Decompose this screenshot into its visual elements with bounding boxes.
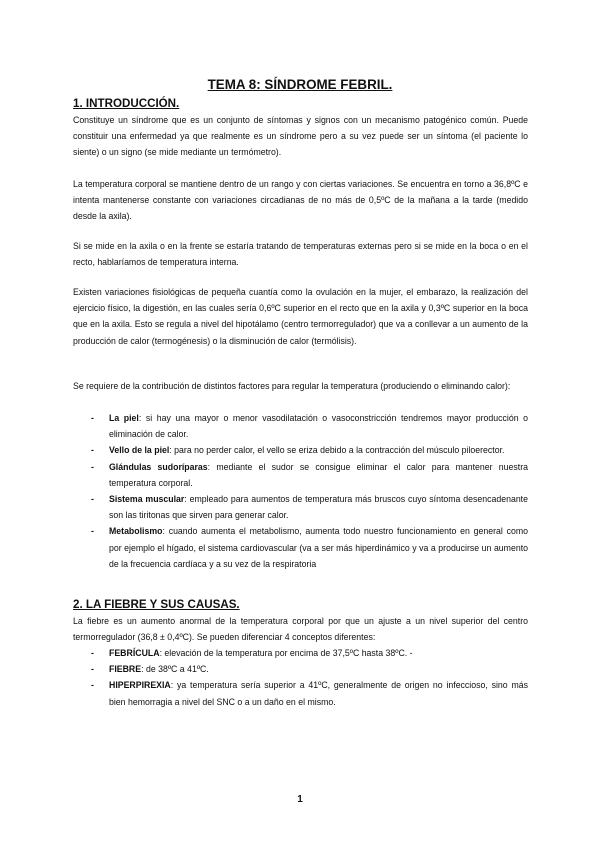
list-item-term: Metabolismo [109,526,163,537]
list-item-text: : cuando aumenta el metabolismo, aumenta todo nuestro funcionamiento en general como por ejemplo el hígado, el sistema cardiovascular (va a ser más hiperdinámico y va a producirse un aumento de la frecuencia cardíaca y a su vez de la respiratoria [109,526,528,569]
list-item [73,645,528,661]
list-item-text: : ya temperatura sería superior a 41ºC, generalmente de origen no infeccioso, sino más bien hemorragia a nivel del SNC o a un daño en el mismo. [109,680,528,707]
paragraph: La fiebre es un aumento anormal de la temperatura corporal por que un ajuste a un nivel superior del centro termorregulador (36,8 ± 0,4ºC). Se pueden diferenciar 4 conceptos diferentes: [73,616,528,643]
list-item-text: : de 38ºC a 41ºC. [141,664,209,675]
list-item [73,410,528,442]
list-item [73,661,528,677]
list-item-term: FIEBRE [109,664,142,675]
list-item [73,491,528,523]
section-2-heading: 2. LA FIEBRE Y SUS CAUSAS. [73,598,240,611]
list-item [73,523,528,572]
list-item [73,442,528,458]
list-item-term: Sistema muscular [109,494,185,505]
page-number: 1 [297,794,303,805]
list-item-term: Glándulas sudoríparas [109,461,208,472]
list-item [73,459,528,491]
list-item-term: FEBRÍCULA [109,648,160,658]
section-1-heading: 1. INTRODUCCIÓN. [73,97,180,110]
paragraph: Constituye un síndrome que es un conjunto de síntomas y signos con un mecanismo patogénico común. Puede constituir una enfermedad ya que realmente es un síndrome pero a su vez puede ser un síntoma (el paciente lo siente) o un signo (se mide mediante un termómetro). [73,115,528,158]
list-item-text: : para no perder calor, el vello se eriza debido a la contracción del músculo piloerector. [169,445,505,456]
list-item-term: La piel [109,413,139,423]
list-item-term: Vello de la piel [109,445,170,456]
list-item-term: HIPERPIREXIA [109,680,171,691]
paragraph: La temperatura corporal se mantiene dentro de un rango y con ciertas variaciones. Se encuentra en torno a 36,8ºC e intenta mantenerse constante con variaciones circadianas de no más de 0,5ºC de la mañana a la tarde (medido desde la axila). [73,179,528,222]
paragraph: Si se mide en la axila o en la frente se estaría tratando de temperaturas externas pero si se mide en la boca o en el recto, hablaríamos de temperatura interna. [73,241,528,268]
list-item-text: : si hay una mayor o menor vasodilatación o vasoconstricción tendremos mayor producción o eliminación de calor. [109,413,528,440]
list-item [73,677,528,709]
list-item-text: : elevación de la temperatura por encima de 37,5ºC hasta 38ºC. - [159,648,413,658]
paragraph: Se requiere de la contribución de distintos factores para regular la temperatura (produciendo o eliminando calor): [73,381,511,391]
document-title: TEMA 8: SÍNDROME FEBRIL. [207,77,393,92]
list-item-text: : empleado para aumentos de temperatura más bruscos cuyo síntoma desencadenante son las tiritonas que sirven para generar calor. [109,494,528,521]
concepts-list [73,645,528,710]
paragraph: Existen variaciones fisiológicas de pequeña cuantía como la ovulación en la mujer, el embarazo, la realización del ejercicio físico, la digestión, en las cuales sería 0,6ºC superior en el recto que en la axila y 0,3ºC superior en la boca que en la axila. Esto se regula a nivel del hipotálamo (centro termorregulador) que va a conllevar a un aumento de la producción de calor (termogénesis) o la disminución de calor (termólisis). [73,287,528,346]
list-item-text: : mediante el sudor se consigue eliminar el calor para mantener nuestra temperatura corporal. [109,461,528,488]
factors-list [73,410,528,572]
